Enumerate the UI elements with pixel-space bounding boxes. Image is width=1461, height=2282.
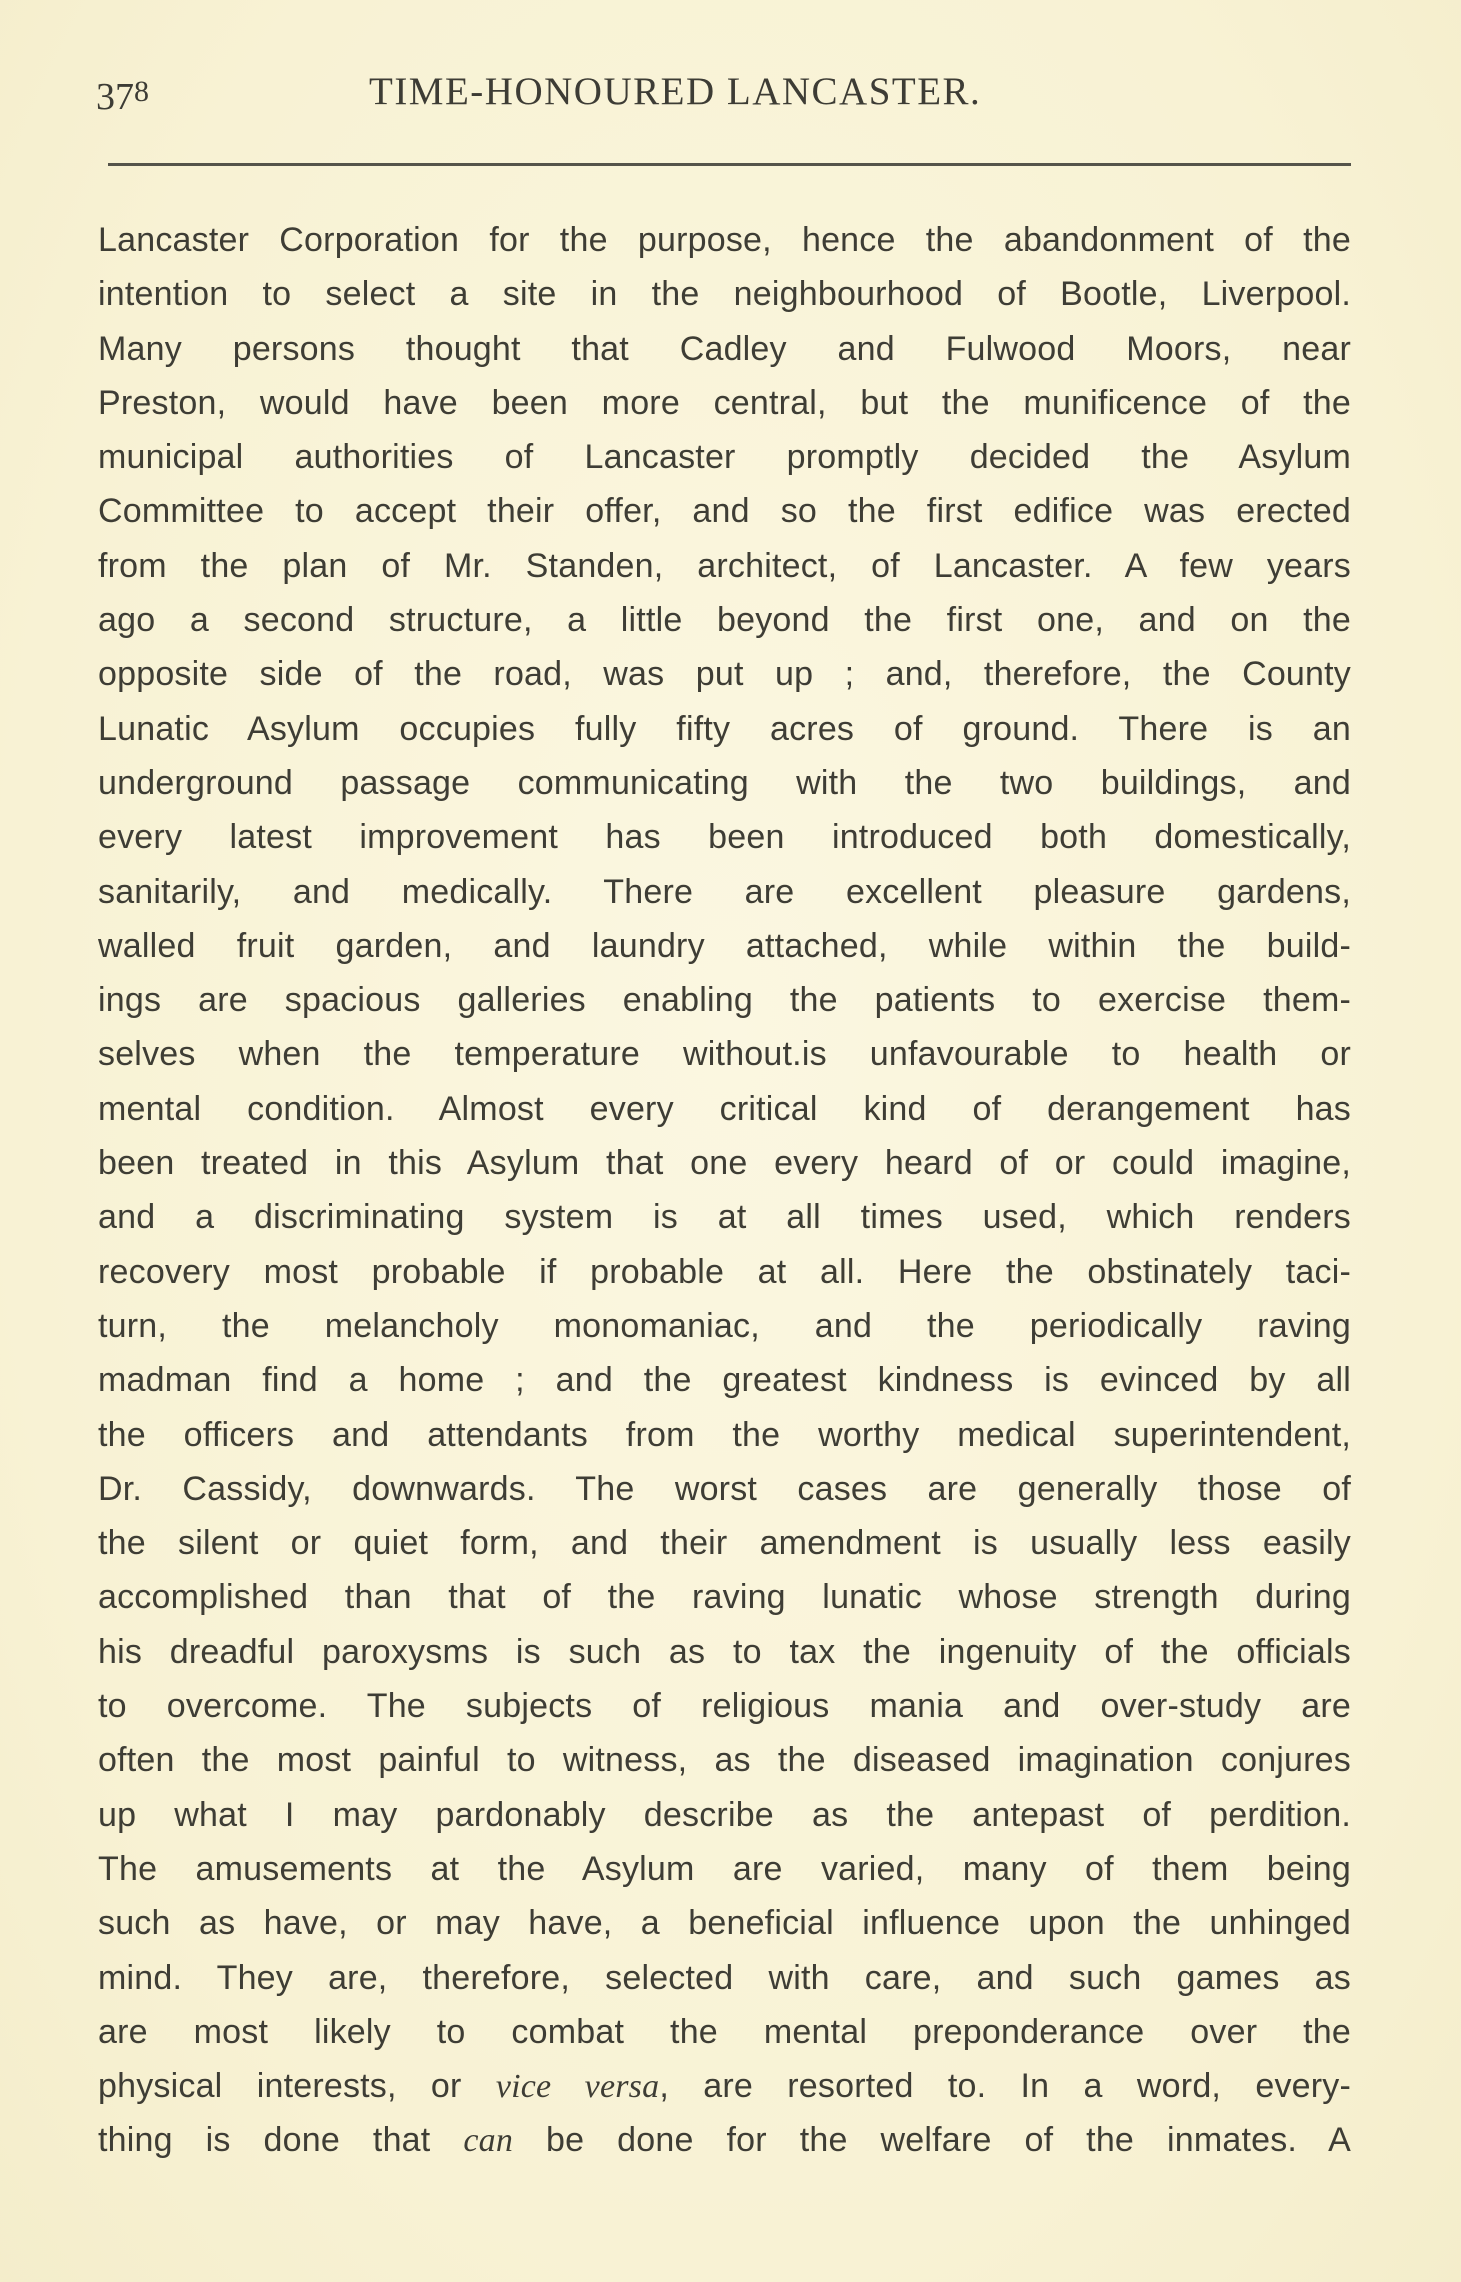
text-line: madman find a home ; and the greatest kindness is evinced by all <box>98 1361 1351 1400</box>
text-line: The amusements at the Asylum are varied, many of them being <box>98 1849 1351 1888</box>
running-title: TIME-HONOURED LANCASTER. <box>369 70 982 113</box>
text-line: walled fruit garden, and laundry attached, while within the build- <box>98 926 1351 965</box>
text-line: to overcome. The subjects of religious mania and over-study are <box>98 1687 1351 1726</box>
text-line: selves when the temperature without.is unfavourable to health or <box>98 1035 1351 1074</box>
text-line: Lunatic Asylum occupies fully fifty acres of ground. There is an <box>98 709 1351 748</box>
text-line: sanitarily, and medically. There are excellent pleasure gardens, <box>98 872 1351 911</box>
page-number <box>96 62 149 127</box>
text-line: recovery most probable if probable at all. Here the obstinately taci- <box>98 1252 1351 1291</box>
text-line: intention to select a site in the neighbourhood of Bootle, Liverpool. <box>98 275 1351 314</box>
page-number-main: 37 <box>96 76 134 118</box>
text-line: his dreadful paroxysms is such as to tax the ingenuity of the officials <box>98 1632 1351 1671</box>
text-line: are most likely to combat the mental preponderance over the <box>98 2012 1351 2051</box>
running-head <box>96 62 1356 122</box>
text-line: mind. They are, therefore, selected with care, and such games as <box>98 1958 1351 1997</box>
text-line: accomplished than that of the raving lunatic whose strength during <box>98 1578 1351 1617</box>
text-line-with-italic <box>98 2059 1351 2113</box>
text-segment: thing is done that <box>98 2121 464 2160</box>
text-line: the officers and attendants from the worthy medical superintendent, <box>98 1415 1351 1454</box>
text-line: ago a second structure, a little beyond the first one, and on the <box>98 601 1351 640</box>
text-line: Lancaster Corporation for the purpose, hence the abandonment of the <box>98 221 1351 259</box>
page-number-superscript: 8 <box>134 75 149 108</box>
text-line: municipal authorities of Lancaster promptly decided the Asylum <box>98 438 1351 477</box>
italic-phrase: vice versa <box>495 2068 660 2106</box>
text-line: turn, the melancholy monomaniac, and the periodically raving <box>98 1306 1351 1345</box>
text-line: the silent or quiet form, and their amendment is usually less easily <box>98 1524 1351 1563</box>
text-line: Dr. Cassidy, downwards. The worst cases are generally those of <box>98 1469 1351 1508</box>
text-line: Preston, would have been more central, but the munificence of the <box>98 383 1351 422</box>
text-line-with-italic <box>98 2113 1351 2167</box>
text-line: been treated in this Asylum that one every heard of or could imagine, <box>98 1144 1351 1183</box>
text-segment: physical interests, or <box>98 2067 496 2106</box>
text-line: opposite side of the road, was put up ; and, therefore, the County <box>98 655 1351 694</box>
text-line: Committee to accept their offer, and so the first edifice was erected <box>98 492 1351 531</box>
text-line: mental condition. Almost every critical kind of derangement has <box>98 1089 1351 1128</box>
body-text <box>98 213 1351 2168</box>
italic-phrase: can <box>463 2122 514 2160</box>
text-line: and a discriminating system is at all times used, which renders <box>98 1198 1351 1237</box>
text-line: such as have, or may have, a beneficial influence upon the unhinged <box>98 1904 1351 1943</box>
text-line: underground passage communicating with the two buildings, and <box>98 763 1351 802</box>
header-rule-divider <box>108 163 1351 166</box>
text-line: up what I may pardonably describe as the antepast of perdition. <box>98 1795 1351 1834</box>
text-segment: be done for the welfare of the inmates. A <box>513 2121 1351 2160</box>
text-line: every latest improvement has been introduced both domestically, <box>98 818 1351 857</box>
text-segment: , are resorted to. In a word, every- <box>659 2067 1351 2106</box>
text-line: ings are spacious galleries enabling the patients to exercise them- <box>98 981 1351 1020</box>
text-line: often the most painful to witness, as the diseased imagination conjures <box>98 1741 1351 1780</box>
text-line: Many persons thought that Cadley and Fulwood Moors, near <box>98 329 1351 368</box>
text-line: from the plan of Mr. Standen, architect, of Lancaster. A few years <box>98 546 1351 585</box>
